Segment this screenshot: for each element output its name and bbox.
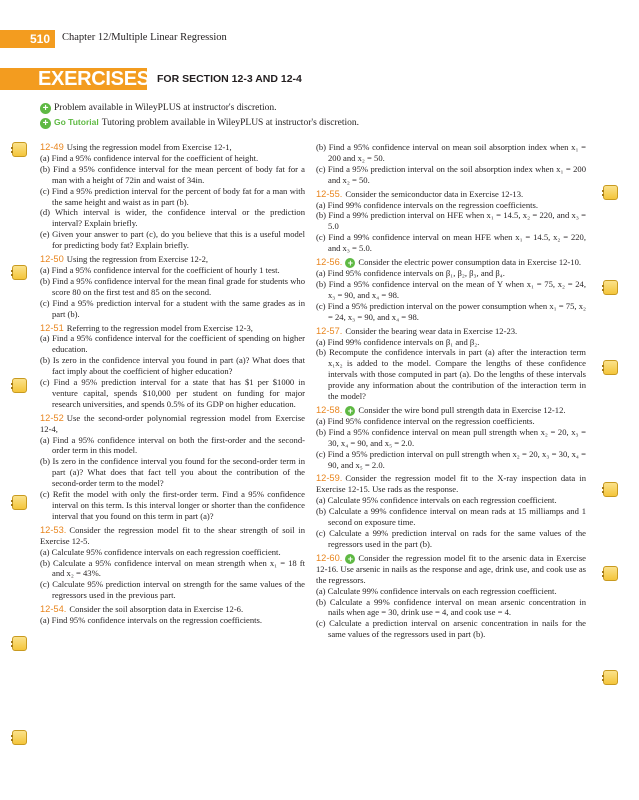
exercise-part: (c) Calculate a prediction interval on arsenic concentration in nails for the same values of the regressors used in part (b). (316, 618, 586, 640)
exercise-number: 12-59. (316, 473, 343, 484)
exercise-text: Consider the wire bond pull strength data in Exercise 12-12. (358, 404, 566, 415)
exercise-part: (c) Find a 95% prediction interval on the power consumption when x₁ = 75, x₂ = 24, x₃ = 90, and x₄ = 98. (316, 300, 586, 322)
exercise-text: Use the second-order polynomial regression model from Exercise 12-4, (40, 412, 305, 434)
exercise-text: Consider the electric power consumption data in Exercise 12-10. (358, 257, 582, 268)
exercise-block (316, 473, 586, 549)
margin-tab-icon (12, 495, 27, 510)
exercise-part: (a) Find 99% confidence intervals on the regression coefficients. (316, 199, 539, 210)
legend-line-2 (40, 117, 359, 129)
legend-line-1 (40, 103, 277, 114)
exercise-part: (c) Find a 99% confidence interval on mean HFE when x₁ = 14.5, x₂ = 220, and x₃ = 5.0. (316, 232, 586, 254)
legend-text-1: Problem available in WileyPLUS at instructor's discretion. (54, 103, 277, 113)
margin-tab-icon (603, 360, 618, 375)
margin-tab-icon (603, 185, 618, 200)
exercise-part: (a) Find 95% confidence interval on the regression coefficients. (316, 415, 535, 426)
exercise-part: (a) Find 99% confidence intervals on β₁ and β₂. (316, 336, 480, 347)
margin-tab-icon (603, 280, 618, 295)
exercise-block (40, 413, 305, 522)
exercise-number: 12-58. (316, 404, 343, 415)
exercise-part: (c) Find a 95% prediction interval for a student with the same grades as in part (b). (40, 297, 305, 319)
plus-icon: + (345, 406, 355, 416)
margin-tab-icon (12, 265, 27, 280)
exercise-part: (a) Find 95% confidence intervals on the regression coefficients. (40, 615, 263, 626)
exercise-block (316, 326, 586, 402)
exercise-block (40, 604, 305, 626)
banner-title: EXERCISES (38, 68, 150, 90)
exercise-part: (b) Find a 95% confidence interval on mean pull strength when x₂ = 20, x₃ = 30, x₄ = 90, and x₅ = 2.0. (316, 426, 586, 448)
exercise-part: (a) Find a 95% confidence interval for the coefficient of height. (40, 152, 259, 163)
exercise-block (40, 254, 305, 319)
exercise-part: (c) Refit the model with only the first-order term. Find a 95% confidence interval on this term. Is this interval longer or shorter than the confidence interval that you found on this term in part (a)? (40, 489, 305, 521)
exercise-part: (d) Which interval is wider, the confidence interval or the prediction interval? Explain briefly. (40, 207, 305, 229)
exercise-text: Referring to the regression model from Exercise 12-3, (66, 322, 253, 333)
exercise-block (40, 323, 305, 410)
exercise-number: 12-54. (40, 604, 67, 615)
exercise-part: (b) Calculate a 99% confidence interval on mean arsenic concentration in nails when age = 30, drink use = 4, and cook use = 4. (316, 596, 586, 618)
exercise-number: 12-50 (40, 254, 64, 265)
exercise-statement (40, 604, 305, 615)
exercise-number: 12-56. (316, 257, 343, 268)
plus-icon: + (345, 258, 355, 268)
exercise-text: Consider the bearing wear data in Exercise 12-23. (345, 325, 518, 336)
exercise-part: (c) Find a 95% prediction interval for the percent of body fat for a man with the same height and waist as in part (b). (40, 185, 305, 207)
exercise-number: 12-60. (316, 552, 343, 563)
margin-tab-icon (12, 378, 27, 393)
exercise-part: (b) Is zero in the confidence interval you found for the second-order term in part (a)? What does that fact tell you about the contribution of the second-order term to the model? (40, 456, 305, 489)
exercise-part: (b) Find a 95% confidence interval on mean soil absorption index when x₁ = 200 and x₂ = 50. (316, 142, 586, 163)
exercise-block (316, 553, 586, 640)
exercise-part: (b) Find a 99% prediction interval on HFE when x₁ = 14.5, x₂ = 220, and x₃ = 5.0 (316, 210, 586, 232)
exercise-statement (316, 189, 586, 200)
plus-icon: + (40, 118, 51, 129)
exercise-number: 12-53. (40, 524, 67, 535)
exercise-part: (b) Find a 95% confidence interval for the mean percent of body fat for a man with a height of 72in and waist of 34in. (40, 163, 305, 185)
exercise-part: (b) Find a 95% confidence interval on the mean of Y when x₁ = 75, x₂ = 24, x₃ = 90, and x₄ = 98. (316, 278, 586, 300)
exercise-number: 12-49 (40, 142, 64, 152)
exercise-statement (40, 254, 305, 265)
exercise-number: 12-55. (316, 188, 343, 199)
exercise-part: (c) Find a 95% prediction interval on the soil absorption index when x₁ = 200 and x₂ = 50. (316, 163, 586, 185)
exercise-part: (c) Find a 95% prediction interval on pull strength when x₂ = 20, x₃ = 30, x₄ = 90, and x₅ = 2.0. (316, 448, 586, 470)
exercise-part: (a) Find 95% confidence intervals on β₁, β₂, β₃, and β₄. (316, 268, 505, 279)
exercise-part: (a) Calculate 95% confidence intervals on each regression coefficient. (316, 495, 557, 506)
exercise-number: 12-51 (40, 322, 64, 333)
exercise-part: (a) Find a 95% confidence interval for the coefficient of hourly 1 test. (40, 264, 280, 275)
exercise-block (316, 189, 586, 254)
margin-tab-icon (12, 142, 27, 157)
page-number: 510 (0, 30, 55, 48)
banner-subtitle: FOR SECTION 12-3 AND 12-4 (157, 73, 302, 85)
plus-icon: + (40, 103, 51, 114)
margin-tab-icon (603, 670, 618, 685)
exercise-block (316, 257, 586, 323)
plus-icon: + (345, 554, 355, 564)
exercise-statement (40, 413, 305, 435)
exercise-block (40, 142, 305, 251)
exercise-number: 12-57. (316, 325, 343, 336)
exercise-block (40, 525, 305, 601)
exercise-statement (316, 473, 586, 495)
exercise-part: (c) Calculate 95% prediction interval on strength for the same values of the regressors used in the previous part. (40, 579, 305, 601)
exercise-part: (a) Calculate 95% confidence intervals on each regression coefficient. (40, 546, 281, 557)
margin-tab-icon (603, 482, 618, 497)
exercise-part: (b) Calculate a 95% confidence interval on mean strength when x₁ = 18 ft and x₂ = 43%. (40, 557, 305, 579)
exercise-statement (40, 525, 305, 547)
exercise-text: Consider the soil absorption data in Exercise 12-6. (69, 604, 244, 615)
margin-tab-icon (12, 636, 27, 651)
exercise-part: (b) Is zero in the confidence interval you found in part (a)? What does that fact imply about the coefficient of higher education? (40, 355, 305, 377)
exercise-text: Using the regression model from Exercise 12-1, (66, 142, 232, 152)
go-tutorial-label: Go Tutorial (54, 117, 99, 127)
exercise-text: Consider the regression model fit to the shear strength of soil in Exercise 12-5. (40, 524, 305, 546)
exercise-part: (c) Calculate a 99% prediction interval on rads for the same values of the regressors used in the part (b). (316, 528, 586, 549)
exercise-statement (316, 326, 586, 337)
exercise-part: (a) Calculate 99% confidence intervals on each regression coefficient. (316, 585, 557, 596)
exercise-statement (316, 405, 586, 416)
exercise-part: (e) Given your answer to part (c), do you believe that this is a useful model for predicting body fat? Explain briefly. (40, 229, 305, 251)
exercise-part: (a) Find a 95% confidence interval for the coefficient of spending on higher education. (40, 333, 305, 355)
exercise-number: 12-52 (40, 412, 64, 423)
exercise-statement (316, 257, 586, 268)
exercise-part: (b) Find a 95% confidence interval for the mean final grade for students who score 80 on the first test and 85 on the second. (40, 275, 305, 297)
right-column (316, 142, 586, 643)
margin-tab-icon (12, 730, 27, 745)
exercise-block (316, 142, 586, 186)
exercise-part: (b) Calculate a 99% confidence interval on mean rads at 15 milliamps and 1 second on exposure time. (316, 506, 586, 528)
exercise-text: Using the regression from Exercise 12-2, (66, 254, 209, 265)
legend-text-2: Tutoring problem available in WileyPLUS at instructor's discretion. (101, 118, 359, 128)
exercise-block (316, 405, 586, 471)
exercise-text: Consider the regression model fit to the arsenic data in Exercise 12-16. Use arsenic in nails as the response and age, drink use, and cook use as the regressors. (316, 552, 586, 585)
exercise-statement (316, 553, 586, 586)
margin-tab-icon (603, 566, 618, 581)
exercise-part: (a) Find a 95% confidence interval on both the first-order and the second-order term in this model. (40, 434, 305, 456)
chapter-title: Chapter 12/Multiple Linear Regression (62, 32, 227, 43)
exercise-part: (b) Recompute the confidence intervals in part (a) after the interaction term x₁x₂ is added to the model. Compare the lengths of these confidence intervals with those computed in part (a). Do the lengths of these intervals provide any information about the contribution of the interaction term in the model? (316, 347, 586, 402)
exercise-part: (c) Find a 95% prediction interval for a state that has $1 per $1000 in venture capital, spends $10,000 per student on funding for major research universities, and spends 0.5% of its GDP on higher education. (40, 377, 305, 409)
exercise-text: Consider the regression model fit to the X-ray inspection data in Exercise 12-15. Use rads as the response. (316, 473, 586, 495)
exercise-statement (40, 142, 305, 153)
left-column (40, 142, 305, 629)
exercises-banner (0, 68, 639, 90)
exercise-statement (40, 323, 305, 334)
exercise-text: Consider the semiconductor data in Exercise 12-13. (345, 188, 524, 199)
